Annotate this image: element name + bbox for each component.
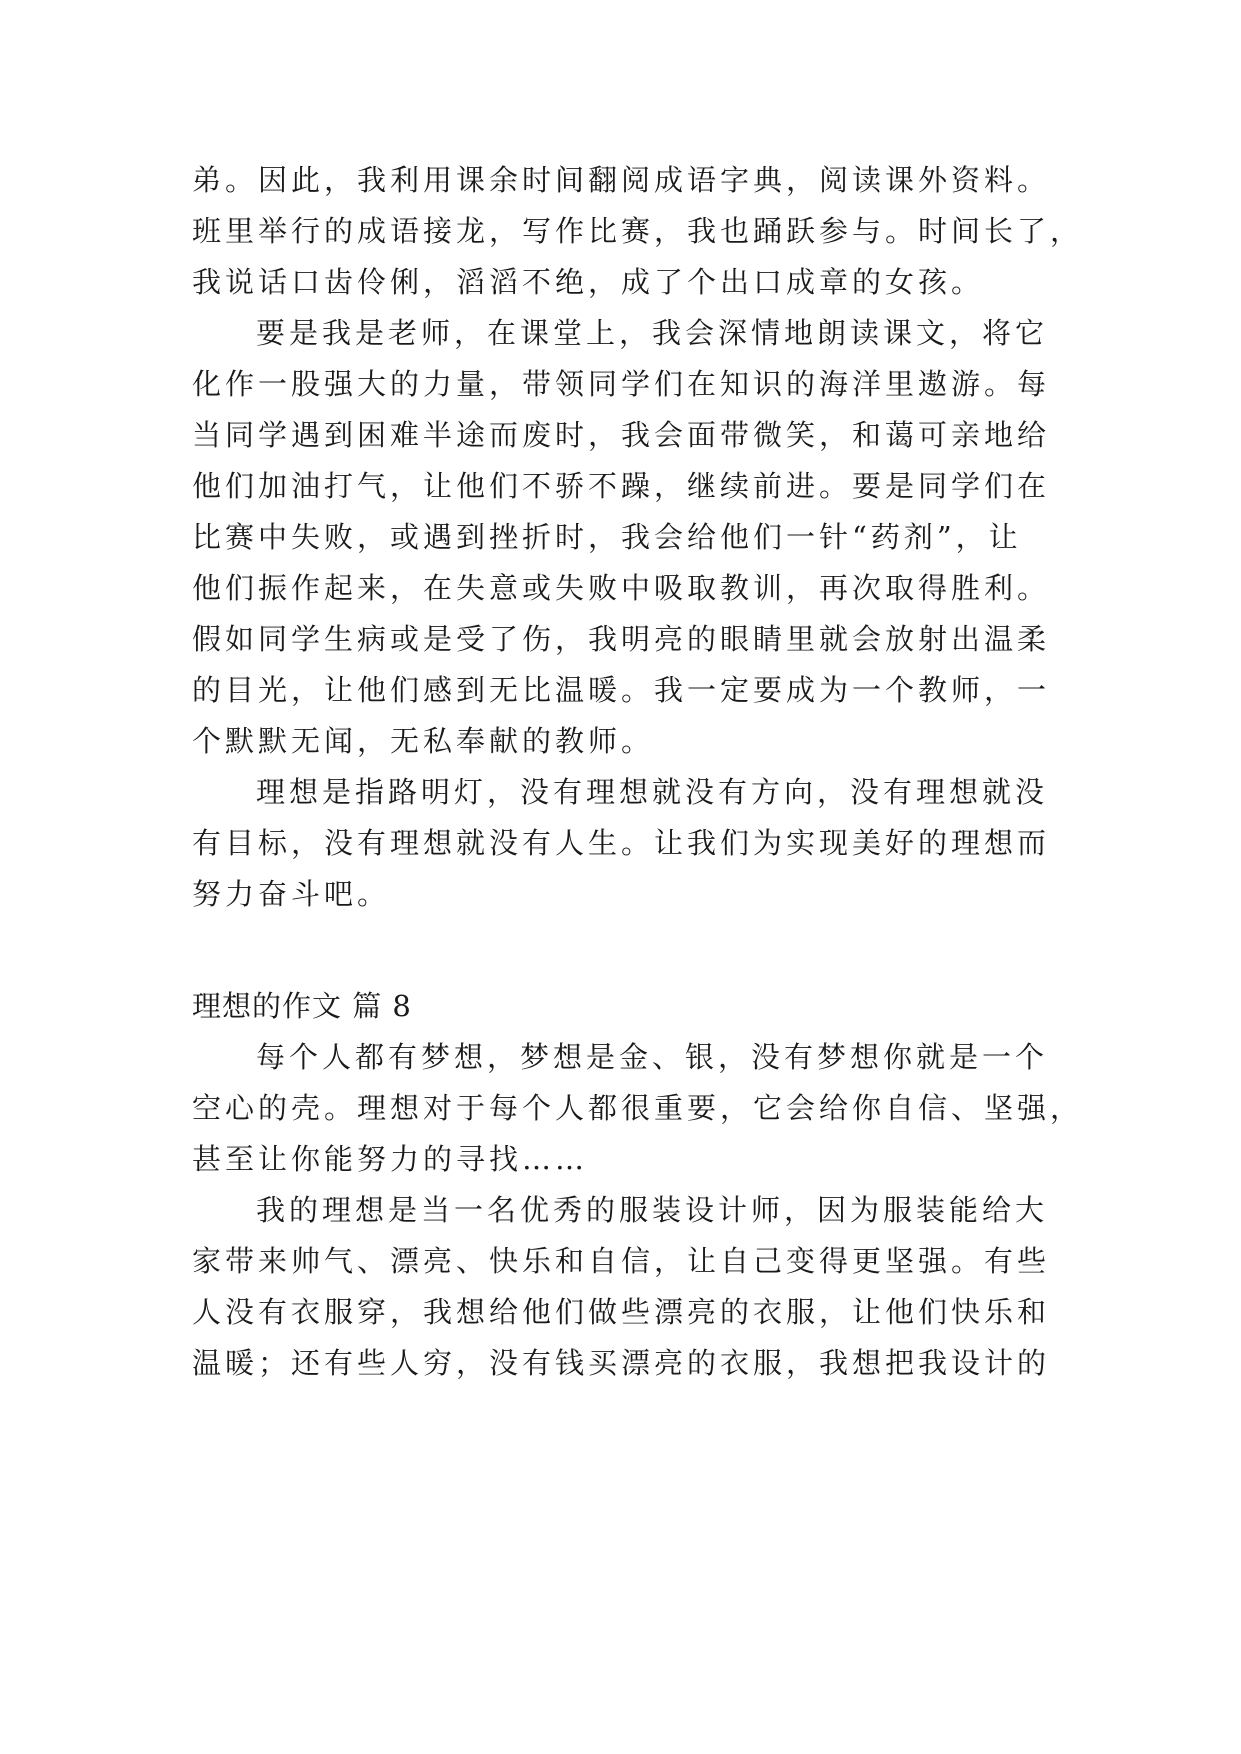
text-line: 当同学遇到困难半途而废时，我会面带微笑，和蔼可亲地给 [192, 418, 1051, 452]
text-line: 甚至让你能努力的寻找…… [192, 1142, 589, 1176]
text-line: 努力奋斗吧。 [192, 877, 391, 911]
text-line: 他们加油打气，让他们不骄不躁，继续前进。要是同学们在 [192, 469, 1051, 503]
text-line: 他们振作起来，在失意或失败中吸取教训，再次取得胜利。 [192, 571, 1051, 605]
paragraph-start-line: 理想是指路明灯，没有理想就没有方向，没有理想就没 [256, 775, 1049, 809]
text-line: 人没有衣服穿，我想给他们做些漂亮的衣服，让他们快乐和 [192, 1295, 1051, 1329]
text-line: 假如同学生病或是受了伤，我明亮的眼睛里就会放射出温柔 [192, 622, 1051, 656]
text-line: 温暖；还有些人穷，没有钱买漂亮的衣服，我想把我设计的 [192, 1346, 1051, 1380]
section-heading: 理想的作文 篇 8 [192, 989, 412, 1023]
text-line: 弟。因此，我利用课余时间翻阅成语字典，阅读课外资料。 [192, 163, 1051, 197]
paragraph-start-line: 每个人都有梦想，梦想是金、银，没有梦想你就是一个 [256, 1040, 1049, 1074]
text-line: 我说话口齿伶俐，滔滔不绝，成了个出口成章的女孩。 [192, 265, 985, 299]
paragraph-start-line: 我的理想是当一名优秀的服装设计师，因为服装能给大 [256, 1193, 1049, 1227]
paragraph-start-line: 要是我是老师，在课堂上，我会深情地朗读课文，将它 [256, 316, 1049, 350]
text-line: 化作一股强大的力量，带领同学们在知识的海洋里遨游。每 [192, 367, 1051, 401]
text-line: 比赛中失败，或遇到挫折时，我会给他们一针“药剂”，让 [192, 520, 1022, 554]
text-line: 家带来帅气、漂亮、快乐和自信，让自己变得更坚强。有些 [192, 1244, 1051, 1278]
text-line: 班里举行的成语接龙，写作比赛，我也踊跃参与。时间长了， [192, 214, 1084, 248]
text-line: 空心的壳。理想对于每个人都很重要，它会给你自信、坚强， [192, 1091, 1084, 1125]
text-line: 个默默无闻，无私奉献的教师。 [192, 724, 655, 758]
text-line: 有目标，没有理想就没有人生。让我们为实现美好的理想而 [192, 826, 1051, 860]
text-line: 的目光，让他们感到无比温暖。我一定要成为一个教师，一 [192, 673, 1051, 707]
